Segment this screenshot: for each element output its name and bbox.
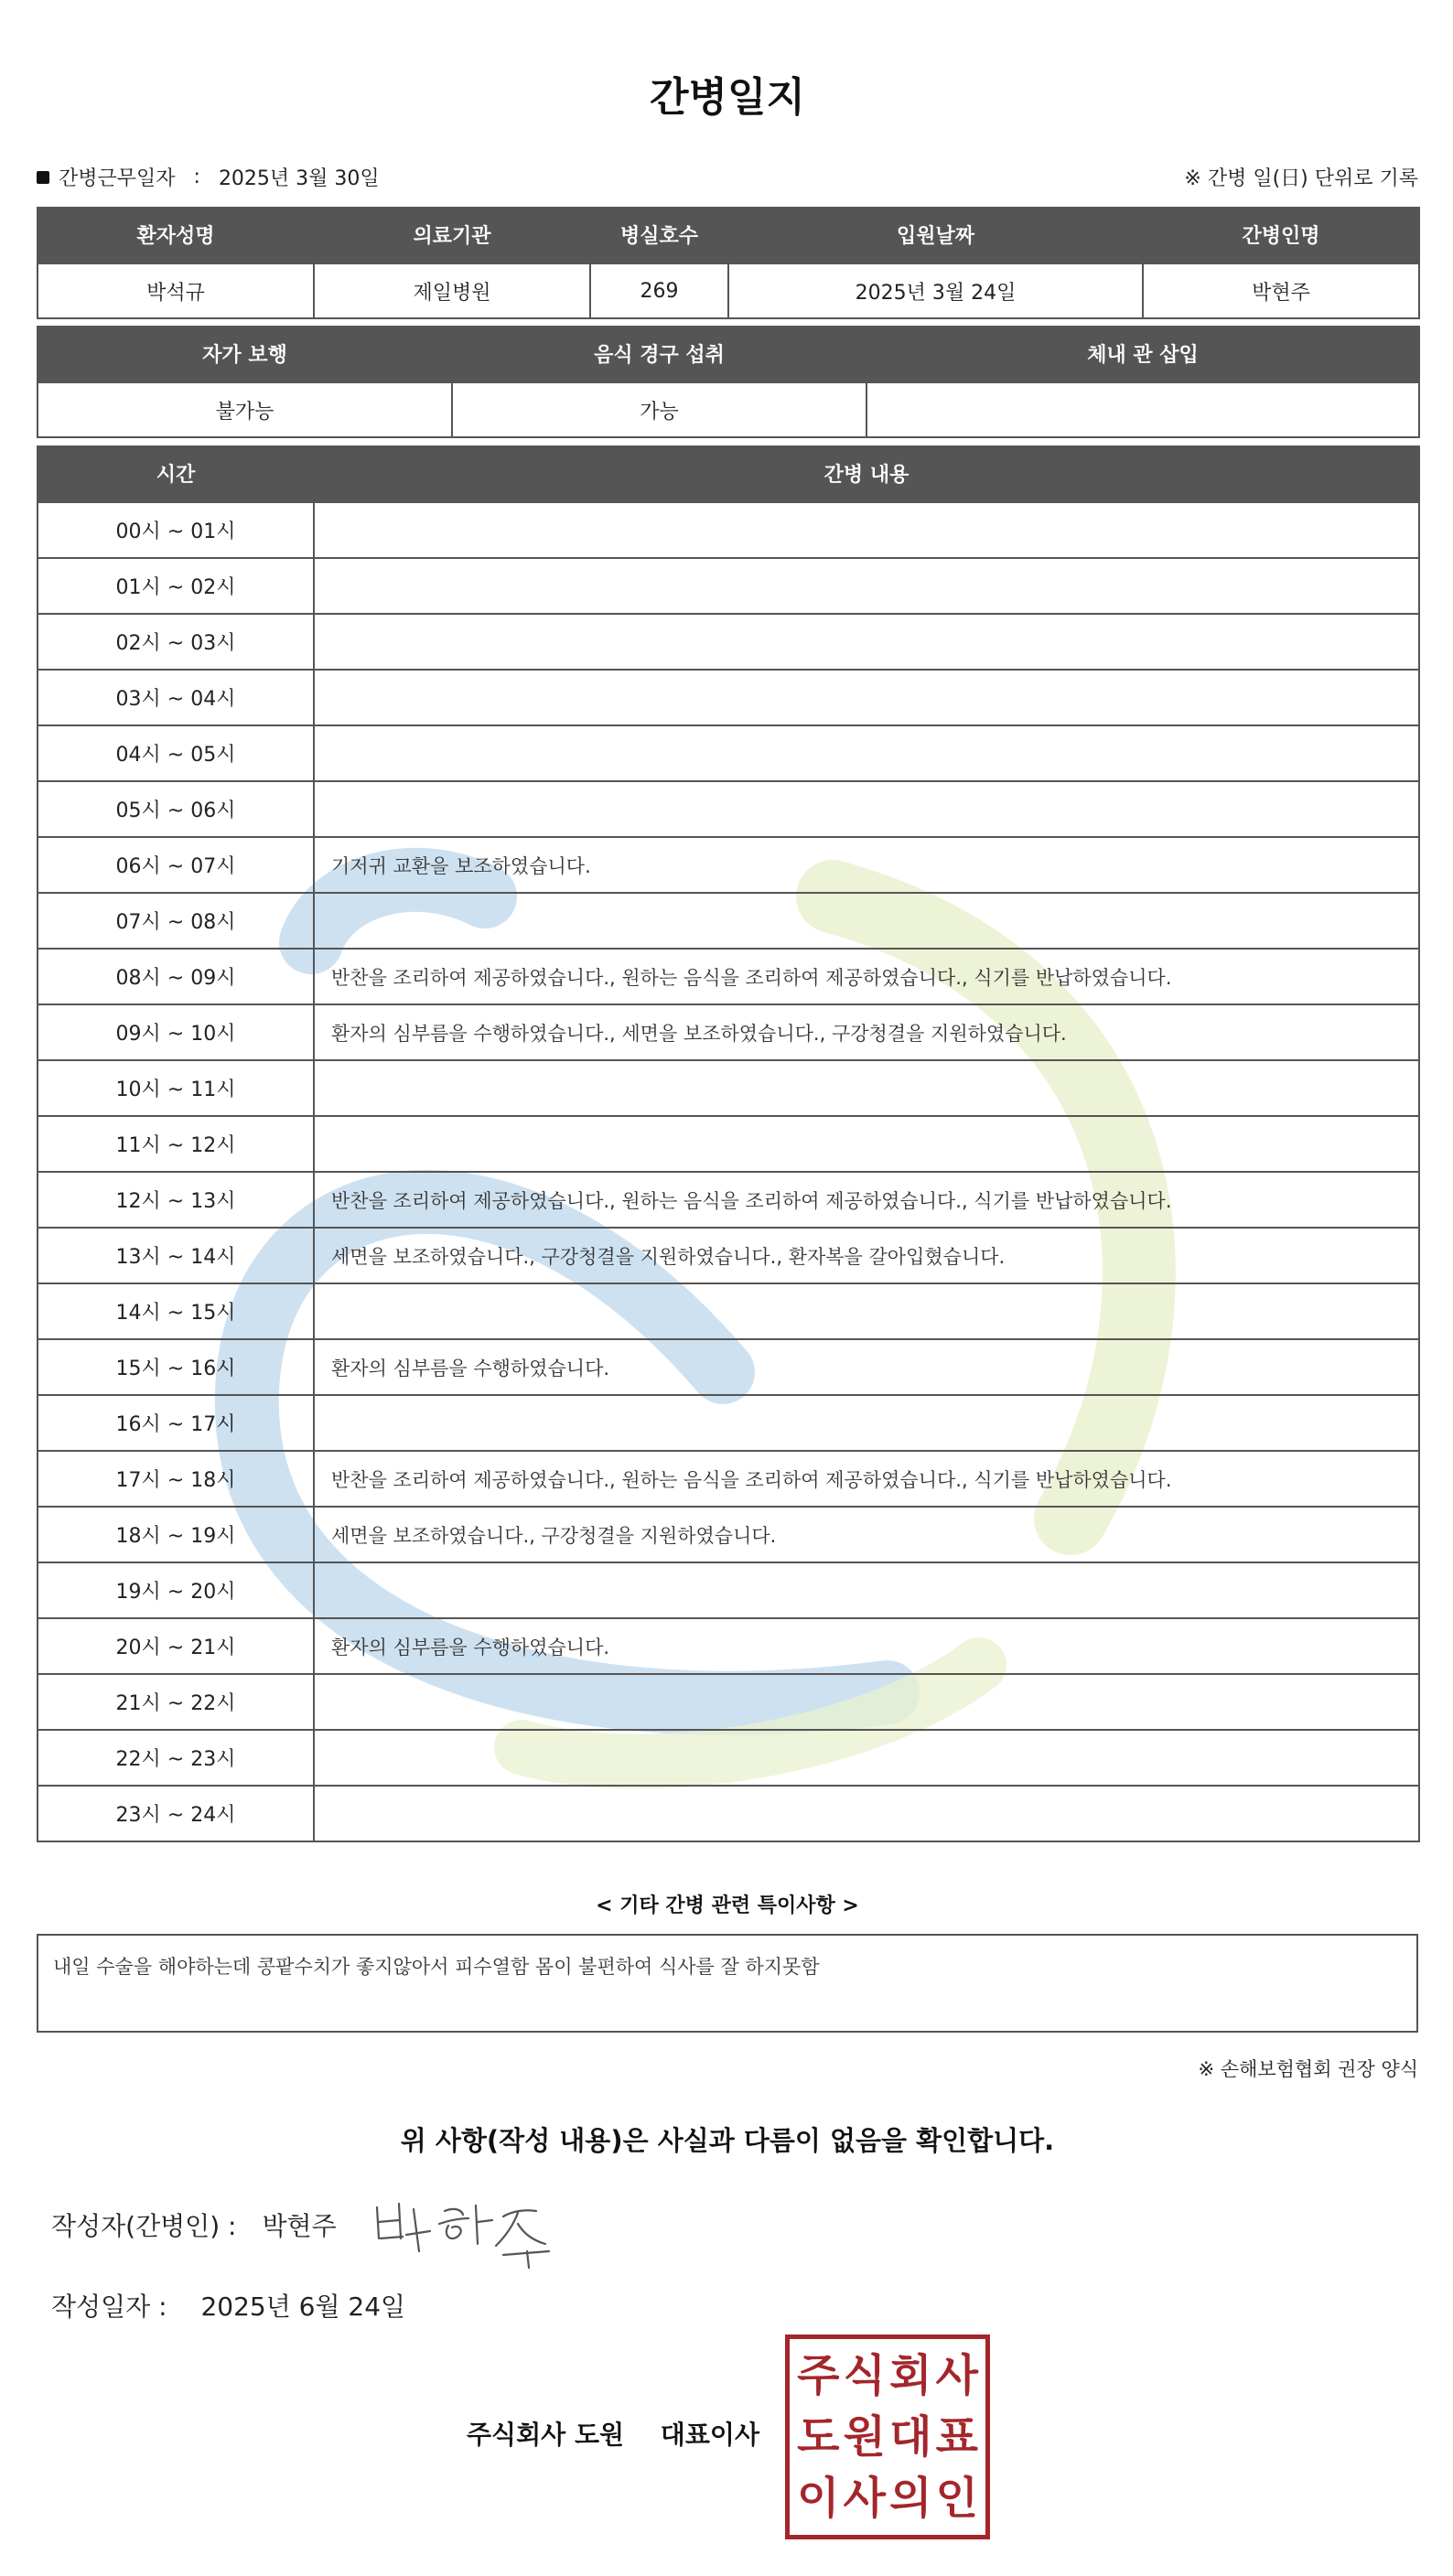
time-cell: 19시 ~ 20시 xyxy=(38,1562,314,1618)
content-cell xyxy=(314,558,1419,614)
table-row xyxy=(38,893,1419,949)
time-cell: 07시 ~ 08시 xyxy=(38,893,314,949)
header-room-number: 병실호수 xyxy=(590,207,728,263)
seal-character: 사 xyxy=(843,2473,886,2525)
content-cell xyxy=(314,781,1419,837)
header-patient-name: 환자성명 xyxy=(38,207,314,263)
seal-character: 인 xyxy=(935,2473,978,2525)
table-row xyxy=(38,1339,1419,1395)
form-recommendation-note: ※ 손해보험협회 권장 양식 xyxy=(1198,2058,1418,2080)
patient-info-table xyxy=(37,207,1420,319)
table-row xyxy=(38,502,1419,558)
time-cell: 22시 ~ 23시 xyxy=(38,1730,314,1786)
seal-character: 의 xyxy=(889,2473,932,2525)
content-cell: 반찬을 조리하여 제공하였습니다., 원하는 음식을 조리하여 제공하였습니다., 식기를 반납하였습니다. xyxy=(314,1451,1419,1507)
seal-character: 회 xyxy=(889,2349,932,2401)
seal-character: 이 xyxy=(797,2473,840,2525)
table-row xyxy=(38,781,1419,837)
written-date-value: 2025년 6월 24일 xyxy=(200,2292,406,2322)
table-row xyxy=(38,1730,1419,1786)
time-cell: 04시 ~ 05시 xyxy=(38,725,314,781)
company-signature-line xyxy=(467,2415,759,2452)
seal-character: 표 xyxy=(935,2410,978,2463)
time-cell: 10시 ~ 11시 xyxy=(38,1060,314,1116)
seal-character: 주 xyxy=(797,2349,840,2401)
author-value: 박현주 xyxy=(262,2211,337,2241)
header-oral-intake: 음식 경구 섭취 xyxy=(452,326,866,382)
time-cell: 20시 ~ 21시 xyxy=(38,1618,314,1674)
table-row xyxy=(38,1562,1419,1618)
content-cell xyxy=(314,1674,1419,1730)
time-cell: 12시 ~ 13시 xyxy=(38,1172,314,1228)
seal-character: 도 xyxy=(797,2410,840,2463)
header-caregiver-name: 간병인명 xyxy=(1143,207,1419,263)
content-cell xyxy=(314,1786,1419,1841)
time-cell: 03시 ~ 04시 xyxy=(38,670,314,725)
header-tube-insertion: 체내 관 삽입 xyxy=(866,326,1419,382)
time-cell: 06시 ~ 07시 xyxy=(38,837,314,893)
table-row xyxy=(38,1786,1419,1841)
table-row xyxy=(38,558,1419,614)
content-cell: 반찬을 조리하여 제공하였습니다., 원하는 음식을 조리하여 제공하였습니다., 식기를 반납하였습니다. xyxy=(314,949,1419,1004)
company-seal-stamp xyxy=(785,2334,990,2539)
content-cell xyxy=(314,1060,1419,1116)
header-admission-date: 입원날짜 xyxy=(728,207,1143,263)
content-cell xyxy=(314,1395,1419,1451)
time-cell: 01시 ~ 02시 xyxy=(38,558,314,614)
time-cell: 11시 ~ 12시 xyxy=(38,1116,314,1172)
time-cell: 17시 ~ 18시 xyxy=(38,1451,314,1507)
content-cell xyxy=(314,502,1419,558)
table-row xyxy=(38,837,1419,893)
time-cell: 15시 ~ 16시 xyxy=(38,1339,314,1395)
table-row xyxy=(38,725,1419,781)
work-date-row xyxy=(37,163,380,191)
content-cell xyxy=(314,1116,1419,1172)
caregiver-name-value: 박현주 xyxy=(1143,263,1419,318)
seal-character: 사 xyxy=(935,2349,978,2401)
representative-title: 대표이사 xyxy=(660,2420,759,2450)
table-row xyxy=(38,1283,1419,1339)
written-date-label: 작성일자 : xyxy=(51,2292,167,2322)
content-cell xyxy=(314,1283,1419,1339)
hourly-care-log-table xyxy=(37,445,1420,1842)
table-row xyxy=(38,1451,1419,1507)
work-date-colon: : xyxy=(193,166,200,188)
time-cell: 18시 ~ 19시 xyxy=(38,1507,314,1562)
log-rows xyxy=(38,502,1419,1841)
seal-characters xyxy=(795,2345,980,2529)
time-cell: 00시 ~ 01시 xyxy=(38,502,314,558)
content-cell: 반찬을 조리하여 제공하였습니다., 원하는 음식을 조리하여 제공하였습니다., 식기를 반납하였습니다. xyxy=(314,1172,1419,1228)
document-title: 간병일지 xyxy=(649,74,805,121)
table-row xyxy=(38,1172,1419,1228)
content-cell xyxy=(314,1562,1419,1618)
time-cell: 13시 ~ 14시 xyxy=(38,1228,314,1283)
table-row xyxy=(38,949,1419,1004)
content-cell xyxy=(314,614,1419,670)
special-notes-box xyxy=(37,1934,1418,2033)
content-cell: 환자의 심부름을 수행하였습니다. xyxy=(314,1618,1419,1674)
time-cell: 23시 ~ 24시 xyxy=(38,1786,314,1841)
company-name: 주식회사 도원 xyxy=(467,2420,625,2450)
header-self-walking: 자가 보행 xyxy=(38,326,452,382)
room-number-value: 269 xyxy=(590,263,728,318)
content-cell: 환자의 심부름을 수행하였습니다., 세면을 보조하였습니다., 구강청결을 지원하였습니다. xyxy=(314,1004,1419,1060)
content-cell: 세면을 보조하였습니다., 구강청결을 지원하였습니다. xyxy=(314,1507,1419,1562)
content-cell xyxy=(314,1730,1419,1786)
confirmation-statement: 위 사항(작성 내용)은 사실과 다름이 없음을 확인합니다. xyxy=(400,2125,1055,2156)
table-row xyxy=(38,1674,1419,1730)
work-date-label: 간병근무일자 xyxy=(59,167,176,190)
time-cell: 08시 ~ 09시 xyxy=(38,949,314,1004)
content-cell: 세면을 보조하였습니다., 구강청결을 지원하였습니다., 환자복을 갈아입혔습니다. xyxy=(314,1228,1419,1283)
table-row xyxy=(38,1395,1419,1451)
oral-intake-value: 가능 xyxy=(452,382,866,437)
work-date-value: 2025년 3월 30일 xyxy=(218,167,380,190)
time-cell: 21시 ~ 22시 xyxy=(38,1674,314,1730)
tube-insertion-value xyxy=(866,382,1419,437)
table-row xyxy=(38,1228,1419,1283)
patient-status-table xyxy=(37,326,1420,438)
table-row xyxy=(38,1004,1419,1060)
content-cell xyxy=(314,670,1419,725)
seal-character: 식 xyxy=(843,2349,886,2401)
author-row xyxy=(51,2206,337,2243)
table-row xyxy=(38,1116,1419,1172)
square-bullet-icon xyxy=(37,171,49,184)
header-hospital: 의료기관 xyxy=(314,207,590,263)
table-row xyxy=(38,614,1419,670)
time-cell: 09시 ~ 10시 xyxy=(38,1004,314,1060)
time-cell: 02시 ~ 03시 xyxy=(38,614,314,670)
written-date-row xyxy=(51,2287,405,2324)
header-time: 시간 xyxy=(38,445,314,502)
admission-date-value: 2025년 3월 24일 xyxy=(728,263,1143,318)
content-cell xyxy=(314,893,1419,949)
time-cell: 14시 ~ 15시 xyxy=(38,1283,314,1339)
self-walking-value: 불가능 xyxy=(38,382,452,437)
patient-name-value: 박석규 xyxy=(38,263,314,318)
unit-note: ※ 간병 일(日) 단위로 기록 xyxy=(1184,167,1418,190)
table-row xyxy=(38,670,1419,725)
author-label: 작성자(간병인) : xyxy=(51,2211,237,2241)
special-notes-title: < 기타 간병 관련 특이사항 > xyxy=(596,1894,859,1917)
content-cell: 환자의 심부름을 수행하였습니다. xyxy=(314,1339,1419,1395)
seal-character: 원 xyxy=(843,2410,886,2463)
table-row xyxy=(38,1060,1419,1116)
seal-character: 대 xyxy=(889,2410,932,2463)
content-cell: 기저귀 교환을 보조하였습니다. xyxy=(314,837,1419,893)
header-care-content: 간병 내용 xyxy=(314,445,1419,502)
time-cell: 05시 ~ 06시 xyxy=(38,781,314,837)
handwritten-signature xyxy=(366,2191,576,2273)
content-cell xyxy=(314,725,1419,781)
table-row xyxy=(38,1507,1419,1562)
hospital-value: 제일병원 xyxy=(314,263,590,318)
table-row xyxy=(38,1618,1419,1674)
special-notes-text: 내일 수술을 해야하는데 콩팥수치가 좋지않아서 피수열함 몸이 불편하여 식사를 잘 하지못함 xyxy=(53,1956,820,1978)
time-cell: 16시 ~ 17시 xyxy=(38,1395,314,1451)
